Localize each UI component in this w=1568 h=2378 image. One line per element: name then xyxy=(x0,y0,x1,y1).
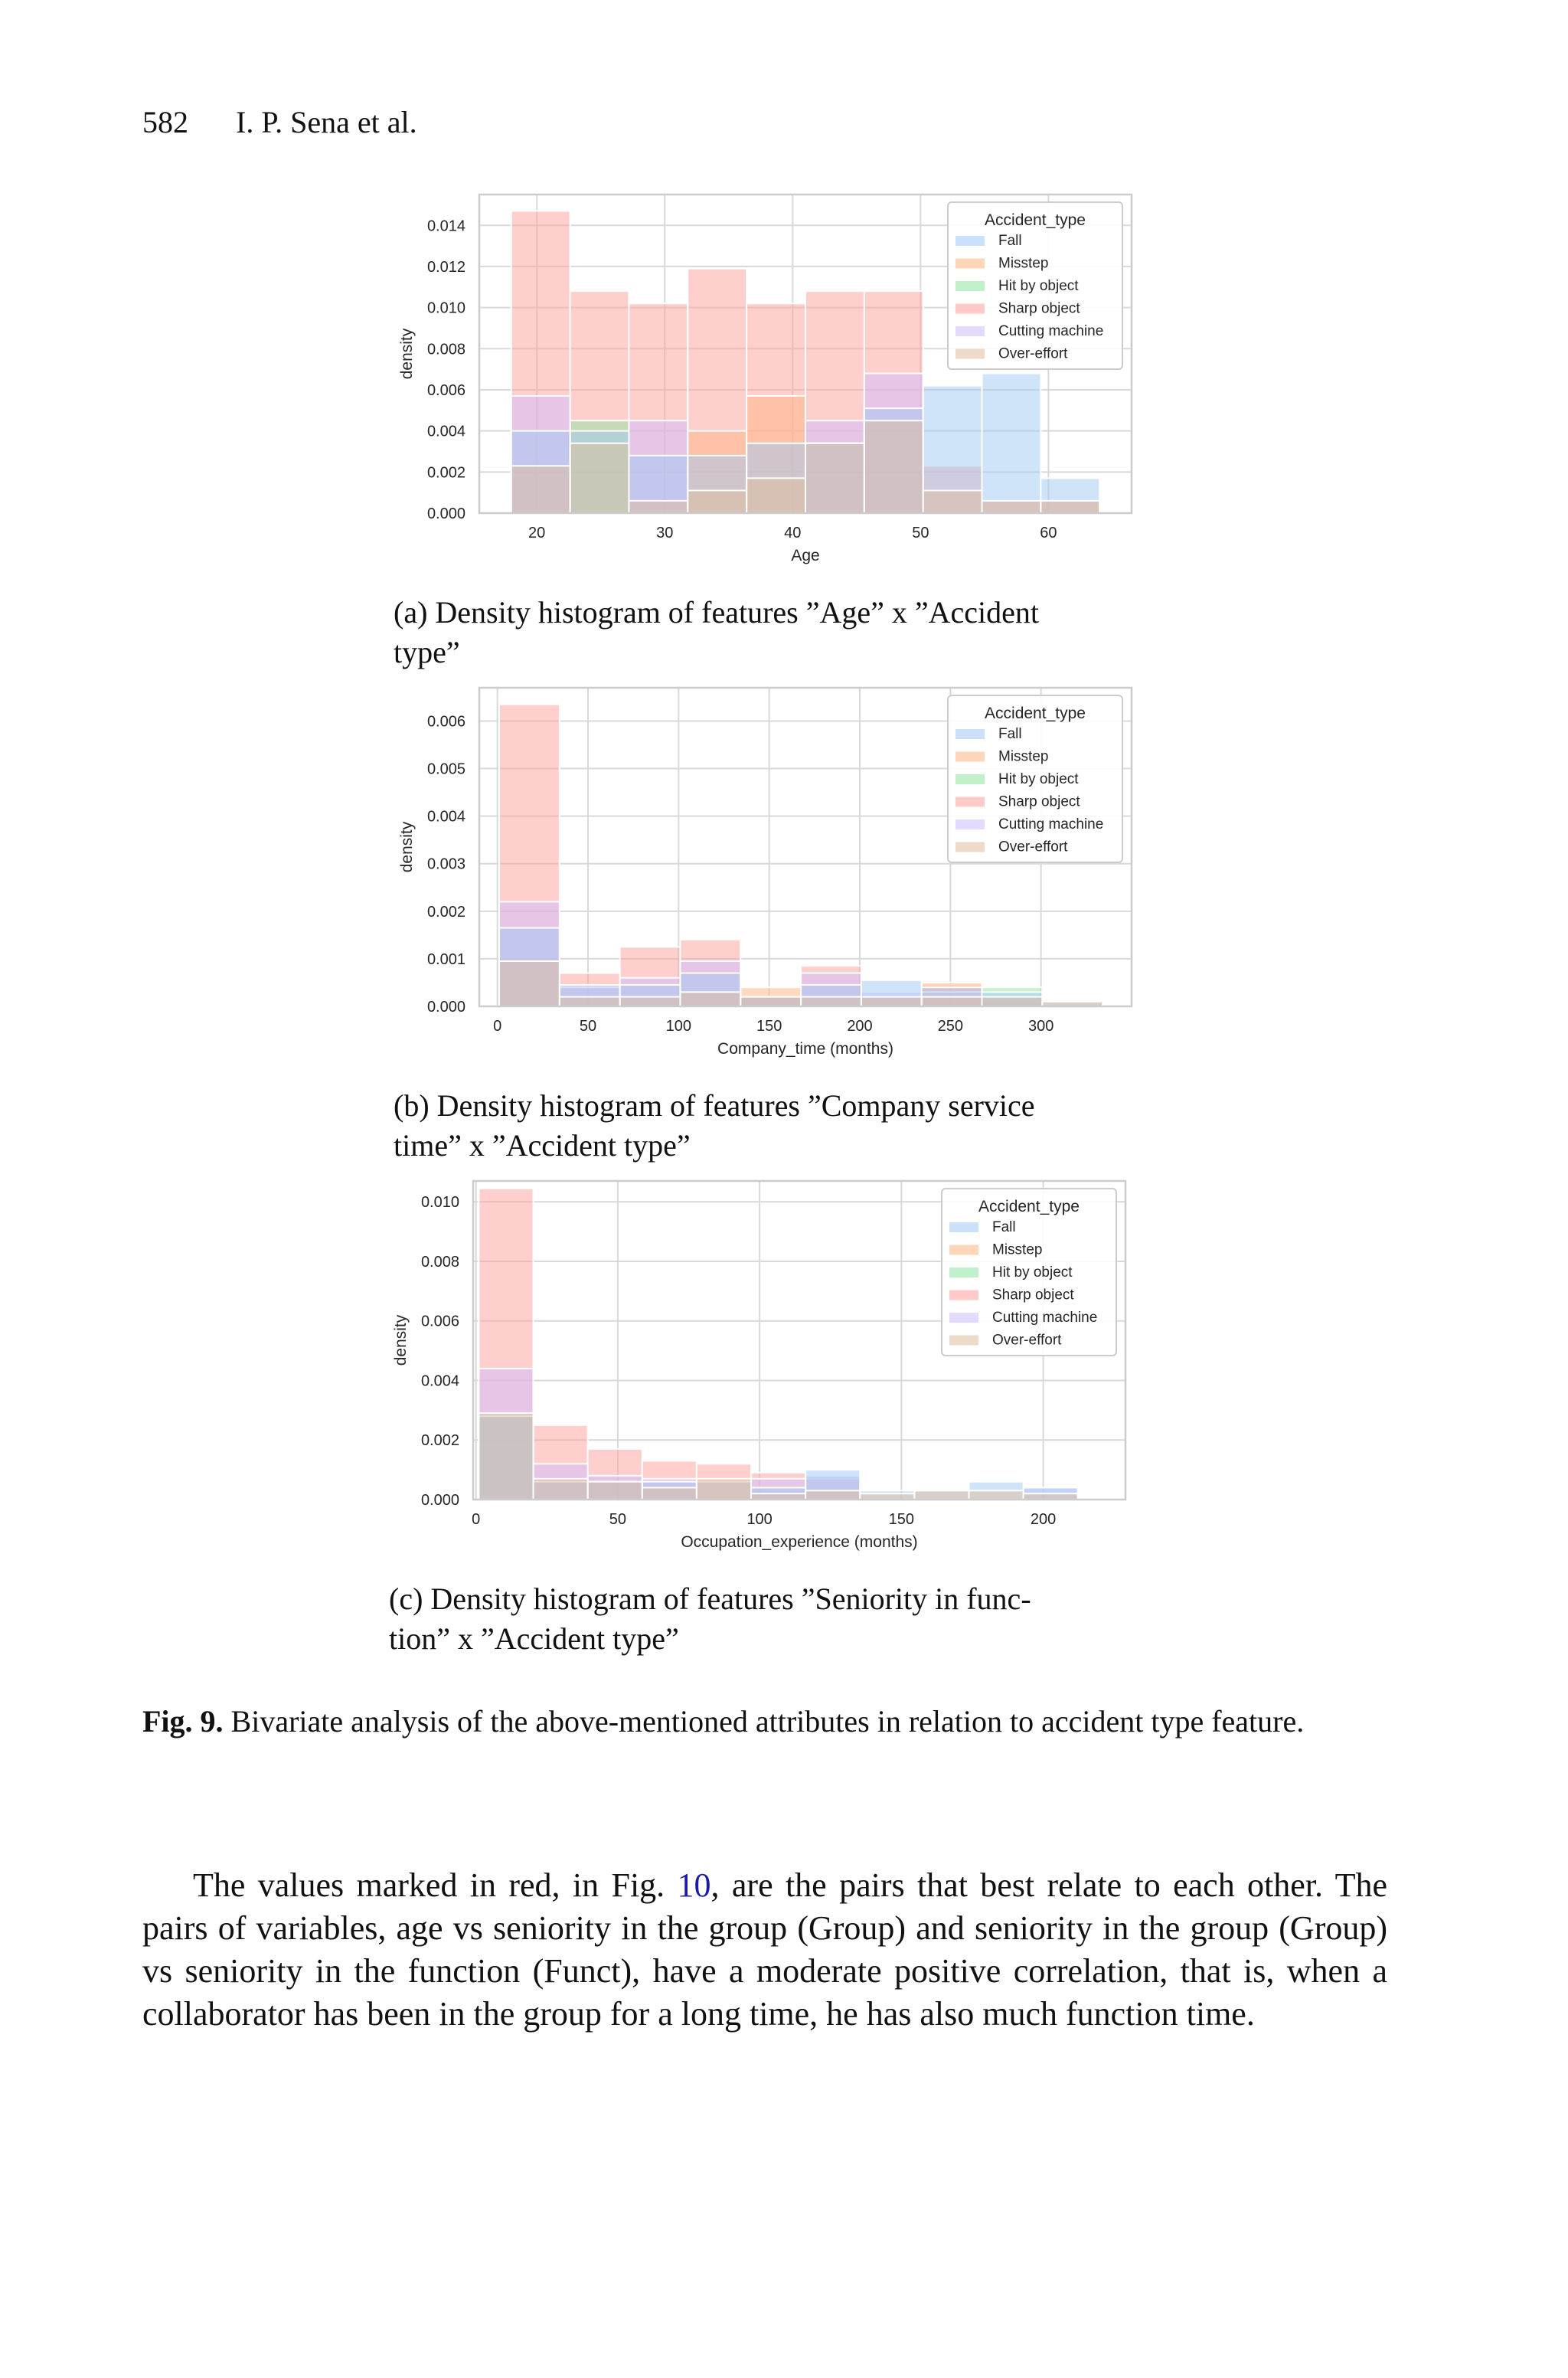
running-head-authors: I. P. Sena et al. xyxy=(236,105,417,139)
figure-caption xyxy=(142,1702,1387,1742)
histogram-bar xyxy=(923,490,982,513)
body-paragraph xyxy=(142,1864,1387,2036)
x-tick-label: 100 xyxy=(746,1511,773,1528)
subcaption-c xyxy=(389,1579,1147,1659)
legend-swatch xyxy=(956,797,985,807)
legend-label: Hit by object xyxy=(992,1264,1073,1281)
histogram-bar xyxy=(499,961,560,1006)
histogram-bar xyxy=(746,478,805,513)
legend-swatch xyxy=(949,1245,978,1255)
legend-swatch xyxy=(956,819,985,829)
legend-swatch xyxy=(949,1290,978,1300)
histogram-bar xyxy=(642,1487,697,1500)
legend-title: Accident_type xyxy=(978,1198,1080,1215)
legend-label: Cutting machine xyxy=(992,1310,1098,1326)
histogram-bar xyxy=(620,997,681,1006)
y-tick-label: 0.006 xyxy=(426,713,466,731)
histogram-bar xyxy=(982,373,1041,513)
legend-swatch xyxy=(956,752,985,762)
legend-label: Sharp object xyxy=(998,300,1080,317)
histogram-bar xyxy=(570,443,629,513)
histogram-bar xyxy=(588,1482,642,1500)
body-text-1: The values marked in red, in Fig. xyxy=(193,1866,678,1904)
histogram-bar xyxy=(801,997,861,1006)
legend-swatch xyxy=(956,281,985,291)
histogram-age xyxy=(383,187,1148,570)
x-tick-label: 20 xyxy=(528,525,546,541)
y-tick-label: 0.010 xyxy=(426,299,466,317)
legend-label: Misstep xyxy=(998,748,1049,765)
histogram-company-time xyxy=(383,680,1148,1063)
legend-swatch xyxy=(949,1222,978,1232)
y-tick-label: 0.000 xyxy=(426,999,466,1016)
subcaption-a-line2: type” xyxy=(394,635,460,669)
histogram-bar xyxy=(805,443,864,513)
page-number: 582 xyxy=(142,105,188,139)
histogram-bar xyxy=(922,997,982,1006)
x-tick-label: 60 xyxy=(1040,525,1057,541)
y-tick-label: 0.002 xyxy=(420,1432,459,1450)
y-tick-label: 0.010 xyxy=(420,1194,459,1212)
x-tick-label: 150 xyxy=(756,1018,782,1035)
histogram-bar xyxy=(680,992,740,1006)
legend-label: Sharp object xyxy=(998,793,1080,810)
legend-label: Over-effort xyxy=(992,1332,1062,1349)
running-header xyxy=(142,104,417,140)
y-tick-label: 0.006 xyxy=(420,1313,459,1330)
histogram-occupation-experience-svg xyxy=(383,1173,1148,1556)
x-tick-label: 50 xyxy=(579,1018,597,1035)
x-tick-label: 250 xyxy=(937,1018,964,1035)
y-tick-label: 0.000 xyxy=(426,505,466,522)
legend-label: Misstep xyxy=(998,255,1049,272)
legend-label: Fall xyxy=(998,233,1022,249)
legend-swatch xyxy=(949,1313,978,1323)
histogram-bar xyxy=(805,1490,860,1500)
histogram-bar xyxy=(982,501,1041,513)
x-tick-label: 40 xyxy=(784,525,802,541)
histogram-bar xyxy=(1040,501,1099,513)
legend-title: Accident_type xyxy=(985,705,1086,722)
legend-label: Hit by object xyxy=(998,771,1079,787)
figure-label: Fig. 9. xyxy=(142,1704,224,1739)
histogram-bar xyxy=(740,997,801,1006)
y-tick-label: 0.000 xyxy=(420,1492,459,1509)
y-axis-label: density xyxy=(398,328,416,380)
histogram-bar xyxy=(629,501,688,513)
histogram-company-time-svg xyxy=(383,680,1148,1063)
y-tick-label: 0.004 xyxy=(426,423,466,440)
legend-swatch xyxy=(949,1268,978,1277)
figure-caption-text: Bivariate analysis of the above-mentioned attributes in relation to accident type feature. xyxy=(230,1704,1305,1739)
x-tick-label: 300 xyxy=(1027,1018,1054,1035)
subcaption-a-line1: (a) Density histogram of features ”Age” x ”Accident xyxy=(394,595,1039,630)
legend-title: Accident_type xyxy=(985,211,1086,229)
x-axis-label: Company_time (months) xyxy=(717,1040,893,1058)
legend-swatch xyxy=(956,326,985,336)
x-tick-label: 150 xyxy=(888,1511,915,1528)
histogram-occupation-experience xyxy=(383,1173,1148,1556)
x-tick-label: 200 xyxy=(1030,1511,1057,1528)
y-axis-label: density xyxy=(392,1314,410,1366)
legend-label: Hit by object xyxy=(998,278,1079,294)
x-tick-label: 100 xyxy=(665,1018,692,1035)
histogram-bar xyxy=(969,1490,1024,1500)
y-tick-label: 0.001 xyxy=(426,950,466,968)
x-axis-label: Occupation_experience (months) xyxy=(681,1533,918,1551)
x-tick-label: 50 xyxy=(912,525,929,541)
histogram-age-svg xyxy=(383,187,1148,570)
histogram-bar xyxy=(479,1413,533,1500)
legend-swatch xyxy=(956,236,985,246)
subcaption-c-line1: (c) Density histogram of features ”Seniority in func- xyxy=(389,1582,1031,1616)
subcaption-b-line1: (b) Density histogram of features ”Company service xyxy=(394,1088,1035,1123)
legend-swatch xyxy=(956,774,985,784)
histogram-bar xyxy=(688,490,746,513)
legend-label: Misstep xyxy=(992,1241,1043,1258)
y-tick-label: 0.008 xyxy=(426,341,466,358)
y-tick-label: 0.005 xyxy=(426,761,466,778)
legend-label: Fall xyxy=(992,1219,1016,1235)
y-tick-label: 0.003 xyxy=(426,855,466,873)
legend-label: Sharp object xyxy=(992,1287,1074,1303)
y-tick-label: 0.004 xyxy=(426,808,466,826)
y-tick-label: 0.002 xyxy=(426,903,466,921)
y-tick-label: 0.008 xyxy=(420,1253,459,1271)
histogram-bar xyxy=(697,1479,751,1500)
figure-reference-link[interactable]: 10 xyxy=(677,1866,711,1904)
histogram-bar xyxy=(511,466,570,513)
histogram-bar xyxy=(864,420,923,513)
histogram-bar xyxy=(861,997,922,1006)
body-text-2: , are the pairs that best relate to each other. The pairs of variables, age vs seniority in the group (Group) and seniority in the group (Group) vs seniority in the function (Funct), have a moderate positive correlation, that is, when a collaborator has been in the group for a long time, he has also much function time. xyxy=(142,1866,1387,2033)
y-tick-label: 0.006 xyxy=(426,381,466,399)
legend-label: Over-effort xyxy=(998,345,1068,362)
legend-swatch xyxy=(956,259,985,269)
y-axis-label: density xyxy=(398,821,416,873)
y-tick-label: 0.012 xyxy=(426,258,466,276)
y-tick-label: 0.004 xyxy=(420,1372,459,1390)
legend-swatch xyxy=(956,349,985,359)
x-tick-label: 50 xyxy=(609,1511,627,1528)
subcaption-b xyxy=(394,1086,1152,1166)
legend-label: Over-effort xyxy=(998,839,1068,855)
x-tick-label: 200 xyxy=(847,1018,873,1035)
legend-swatch xyxy=(949,1336,978,1346)
histogram-bar xyxy=(560,997,620,1006)
histogram-bar xyxy=(914,1490,969,1500)
x-tick-label: 0 xyxy=(472,1511,481,1528)
x-axis-label: Age xyxy=(791,547,820,564)
y-tick-label: 0.002 xyxy=(426,464,466,482)
subcaption-a xyxy=(394,593,1152,672)
legend-swatch xyxy=(956,842,985,852)
histogram-bar xyxy=(982,997,1043,1006)
y-tick-label: 0.014 xyxy=(426,218,466,235)
subcaption-b-line2: time” x ”Accident type” xyxy=(394,1128,691,1163)
legend-label: Cutting machine xyxy=(998,323,1104,339)
legend-label: Fall xyxy=(998,726,1022,742)
legend-label: Cutting machine xyxy=(998,816,1104,832)
x-tick-label: 0 xyxy=(493,1018,502,1035)
x-tick-label: 30 xyxy=(656,525,674,541)
legend-swatch xyxy=(956,729,985,739)
subcaption-c-line2: tion” x ”Accident type” xyxy=(389,1621,679,1656)
legend-swatch xyxy=(956,304,985,314)
histogram-bar xyxy=(534,1479,588,1500)
